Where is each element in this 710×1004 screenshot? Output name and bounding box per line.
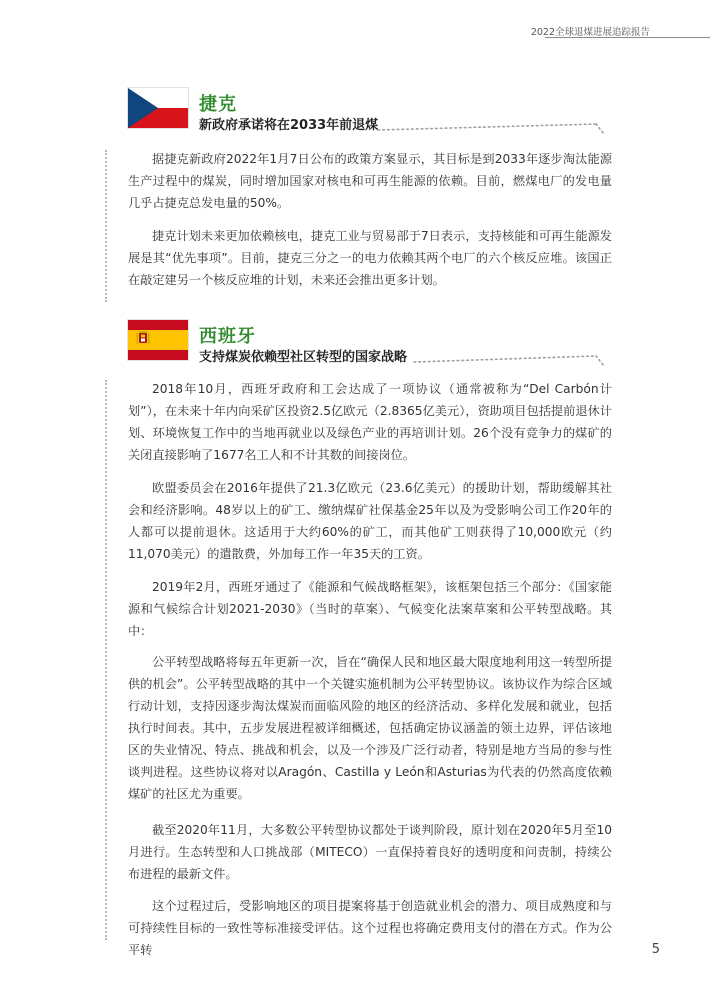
czech-paragraph-1: 据捷克新政府2022年1月7日公布的政策方案显示，其目标是到2033年逐步淘汰能源生产过程中的煤炭，同时增加国家对核电和可再生能源的依赖。目前，燃煤电厂的发电量几乎占捷克总发电量的50%。 [128, 152, 612, 210]
czech-flag-icon [128, 88, 188, 128]
czech-paragraph-2: 捷克计划未来更加依赖核电，捷克工业与贸易部于7日表示，支持核能和可再生能源发展是其“优先事项”。目前，捷克三分之一的电力依赖其两个电厂的六个核反应堆。该国正在敲定建另一个核反应堆的计划，未来还会推出更多计划。 [128, 229, 612, 287]
spain-subtitle: 支持煤炭依赖型社区转型的国家战略 [199, 350, 408, 365]
spain-paragraph-2: 欧盟委员会在2016年提供了21.3亿欧元（23.6亿美元）的援助计划，帮助缓解其社会和经济影响。48岁以上的矿工、缴纳煤矿社保基金25年以及为受影响公司工作20年的人都可以提前退休。这适用于大约60%的矿工，而其他矿工则获得了10,000欧元（约11,070美元）的遣散费，外加每工作一年35天的工资。 [128, 481, 612, 561]
spain-flag-icon [128, 320, 188, 360]
spain-paragraph-5: 截至2020年11月，大多数公平转型协议都处于谈判阶段，原计划在2020年5月至10月进行。生态转型和人口挑战部（MITECO）一直保持着良好的透明度和问责制，持续公布进程的最新文件。 [128, 823, 612, 881]
page-number: 5 [651, 942, 660, 957]
czech-left-dotted-rule [105, 150, 107, 302]
header-rule [545, 37, 710, 38]
czech-subtitle: 新政府承诺将在2033年前退煤 [199, 118, 379, 133]
czech-flag-graphic [128, 88, 188, 128]
report-title: 2022全球退煤进展追踪报告 [530, 27, 650, 38]
spain-paragraph-6: 这个过程过后，受影响地区的项目提案将基于创造就业机会的潜力、项目成熟度和与可持续性目标的一致性等标准接受评估。这个过程也将确定费用支付的潜在方式。作为公平转 [128, 899, 612, 957]
spain-flag-graphic [128, 320, 188, 360]
spain-paragraph-4: 公平转型战略将每五年更新一次，旨在“确保人民和地区最大限度地利用这一转型所提供的机会”。公平转型战略的其中一个关键实施机制为公平转型协议。该协议作为综合区域行动计划，支持因逐步淘汰煤炭而面临风险的地区的经济活动、多样化发展和就业，包括执行时间表。其中，五步发展进程被详细概述，包括确定协议涵盖的领土边界，评估该地区的失业情况、特点、挑战和机会，以及一个涉及广泛行动者，特别是地方当局的参与性谈判进程。这些协议将对以Aragón、Castilla y León和Asturias为代表的仍然高度依赖煤矿的社区尤为重要。 [128, 655, 612, 801]
spain-country-title: 西班牙 [199, 326, 256, 347]
czech-country-title: 捷克 [199, 94, 237, 115]
spain-left-dotted-rule [105, 380, 107, 940]
spain-paragraph-1: 2018年10月，西班牙政府和工会达成了一项协议（通常被称为“Del Carbón计划”），在未来十年内向采矿区投资2.5亿欧元（2.8365亿美元），资助项目包括提前退休计划、环境恢复工作中的当地再就业以及绿色产业的再培训计划。26个没有竞争力的煤矿的关闭直接影响了1677名工人和不计其数的间接岗位。 [128, 382, 612, 462]
spain-paragraph-3: 2019年2月，西班牙通过了《能源和气候战略框架》，该框架包括三个部分：《国家能源和气候综合计划2021-2030》（当时的草案）、气候变化法案草案和公平转型战略。其中： [128, 580, 612, 638]
